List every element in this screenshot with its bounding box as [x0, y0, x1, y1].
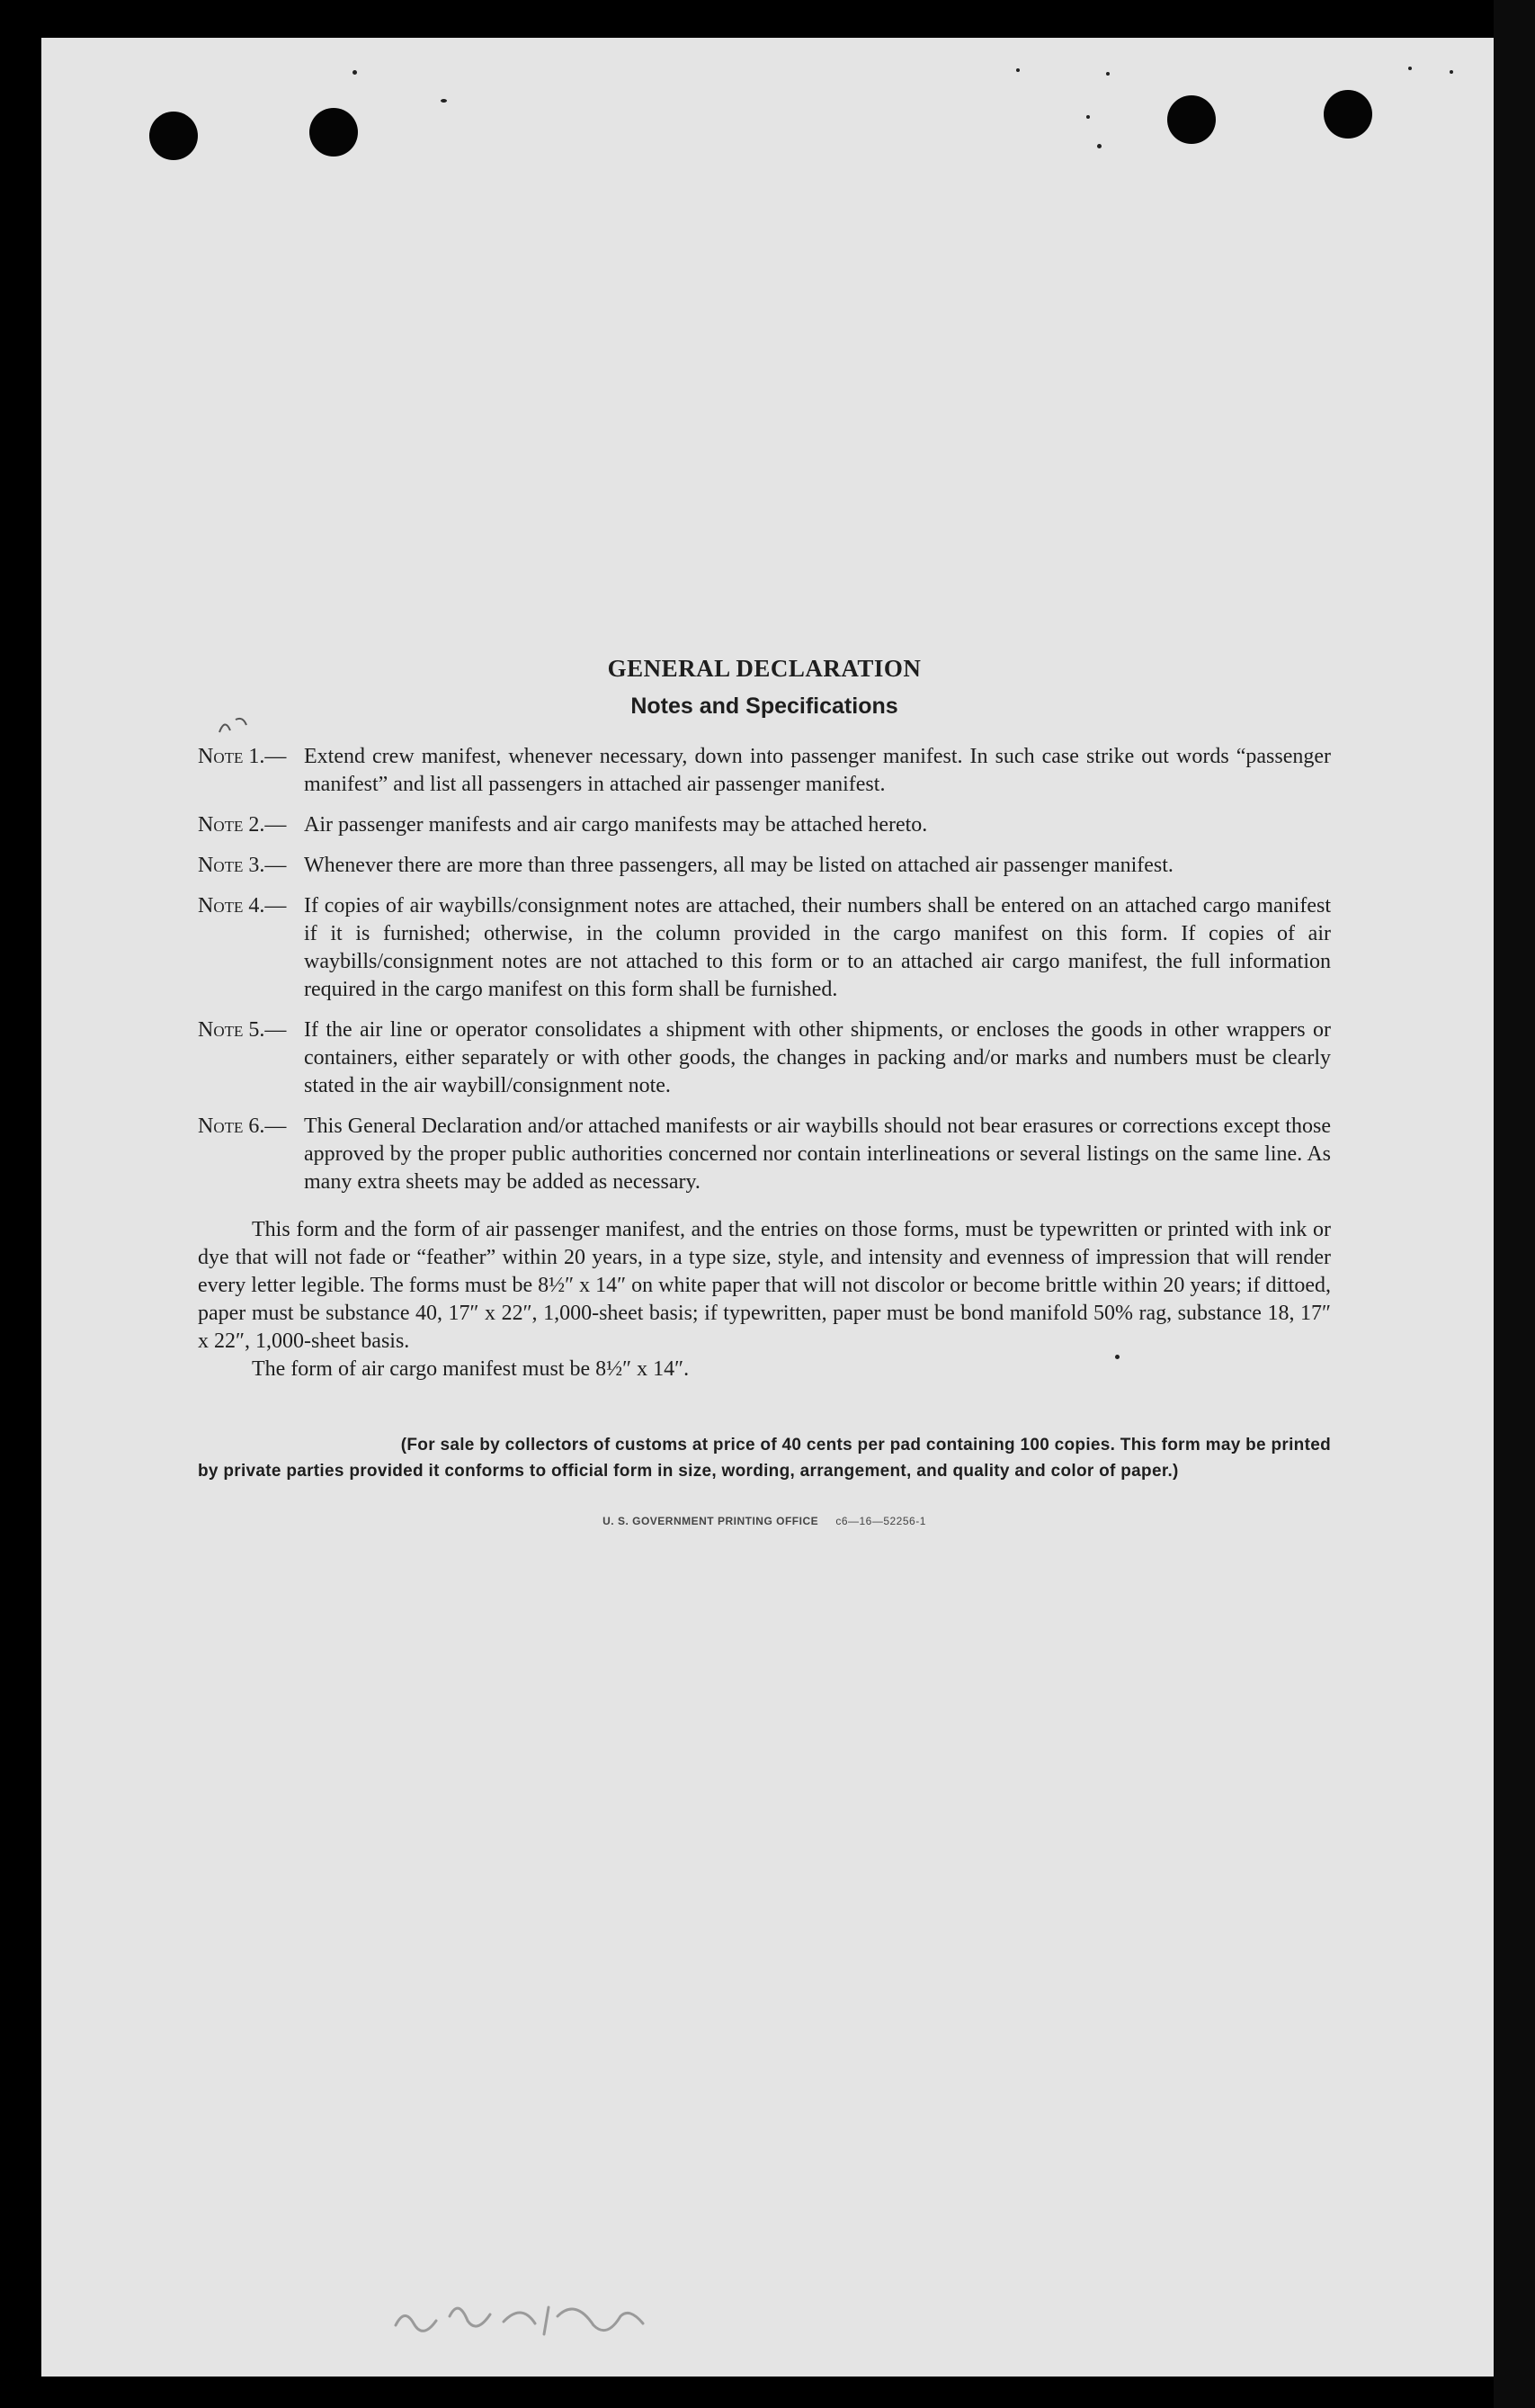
note-label: Note 6. — [198, 1114, 265, 1138]
page-title: GENERAL DECLARATION — [607, 655, 922, 682]
punch-hole — [309, 108, 358, 157]
note-text: If copies of air waybills/consignment notes are attached, their numbers shall be entered on an attached cargo manifest if it is furnished; otherwise, in the column provided in the cargo manifest on this form. If copies of air waybills/consignment notes are not attached to this form or to an attached air cargo manifest, the full information required in the cargo manifest on this form shall be furnished. — [304, 894, 1331, 1001]
note-text: If the air line or operator consolidates a shipment with other shipments, or encloses the goods in other wrappers or containers, either separately or with other goods, the changes in packing and/or marks and numbers must be clearly stated in the air waybill/consignment note. — [304, 1018, 1331, 1097]
note-text: Air passenger manifests and air cargo manifests may be attached hereto. — [304, 813, 928, 837]
declaration-content — [198, 655, 1331, 1527]
dust-speck — [1408, 67, 1412, 70]
note-6: Note 6.— This General Declaration and/or attached manifests or air waybills should not bear erasures or corrections except those approved by the proper public authorities concerned nor contain interlineations or several listings on the same line. As many extra sheets may be added as necessary. — [198, 1113, 1331, 1196]
note-label: Note 1. — [198, 745, 265, 768]
sale-notice-line-2: by private parties provided it conforms to official form in size, wording, arrangement, and quality and color of paper.) — [198, 1462, 1179, 1481]
note-label: Note 5. — [198, 1018, 265, 1042]
note-label: Note 2. — [198, 813, 265, 837]
note-2: Note 2.— Air passenger manifests and air cargo manifests may be attached hereto. — [198, 811, 1331, 839]
note-3: Note 3.— Whenever there are more than three passengers, all may be listed on attached air passenger manifest. — [198, 852, 1331, 880]
printing-office: U. S. GOVERNMENT PRINTING OFFICE — [602, 1515, 819, 1527]
sale-notice-line-1: (For sale by collectors of customs at price of 40 cents per pad containing 100 copies. This form may be printed — [400, 1436, 1331, 1455]
punch-hole — [1324, 90, 1372, 139]
dust-speck — [1106, 72, 1110, 76]
sale-notice — [198, 1432, 1331, 1484]
note-label: Note 3. — [198, 854, 265, 877]
dust-speck — [1016, 68, 1020, 72]
specifications-paragraph: This form and the form of air passenger manifest, and the entries on those forms, must be typewritten or printed with ink or dye that will not fade or “feather” within 20 years, in a type size, style, and intensity and evenness of impression that will render every letter legible. The forms must be 8½″ x 14″ on white paper that will not discolor or become brittle within 20 years; if dittoed, paper must be substance 40, 17″ x 22″, 1,000-sheet basis; if typewritten, paper must be bond manifold 50% rag, substance 18, 17″ x 22″, 1,000-sheet basis. — [198, 1218, 1331, 1353]
dust-speck — [353, 70, 357, 75]
handwritten-signature — [387, 2289, 656, 2343]
printing-office-imprint — [198, 1515, 1331, 1527]
note-text: Whenever there are more than three passengers, all may be listed on attached air passenger manifest. — [304, 854, 1174, 877]
page-subtitle: Notes and Specifications — [630, 694, 898, 719]
dust-speck — [1086, 115, 1090, 119]
note-1: Note 1.— Extend crew manifest, whenever necessary, down into passenger manifest. In such case strike out words “passenger manifest” and list all passengers in attached air passenger manifest. — [198, 743, 1331, 799]
note-5: Note 5.— If the air line or operator consolidates a shipment with other shipments, or encloses the goods in other wrappers or containers, either separately or with other goods, the changes in packing and/or marks and numbers must be clearly stated in the air waybill/consignment note. — [198, 1016, 1331, 1100]
note-text: This General Declaration and/or attached manifests or air waybills should not bear erasures or corrections except those approved by the proper public authorities concerned nor contain interlineations or several listings on the same line. As many extra sheets may be added as necessary. — [304, 1114, 1331, 1194]
note-label: Note 4. — [198, 894, 265, 918]
note-4: Note 4.— If copies of air waybills/consignment notes are attached, their numbers shall be entered on an attached cargo manifest if it is furnished; otherwise, in the column provided in the cargo manifest on this form. If copies of air waybills/consignment notes are not attached to this form or to an attached air cargo manifest, the full information required in the cargo manifest on this form shall be furnished. — [198, 892, 1331, 1004]
punch-hole — [1167, 95, 1216, 144]
scan-edge — [1494, 0, 1535, 2408]
cargo-manifest-line: The form of air cargo manifest must be 8½″ x 14″. — [252, 1357, 690, 1381]
dust-speck — [441, 99, 447, 103]
punch-hole — [149, 112, 198, 160]
note-text: Extend crew manifest, whenever necessary, down into passenger manifest. In such case strike out words “passenger manifest” and list all passengers in attached air passenger manifest. — [304, 745, 1331, 796]
printing-code: c6—16—52256-1 — [835, 1515, 926, 1527]
dust-speck — [1097, 144, 1102, 148]
dust-speck — [1450, 70, 1453, 74]
